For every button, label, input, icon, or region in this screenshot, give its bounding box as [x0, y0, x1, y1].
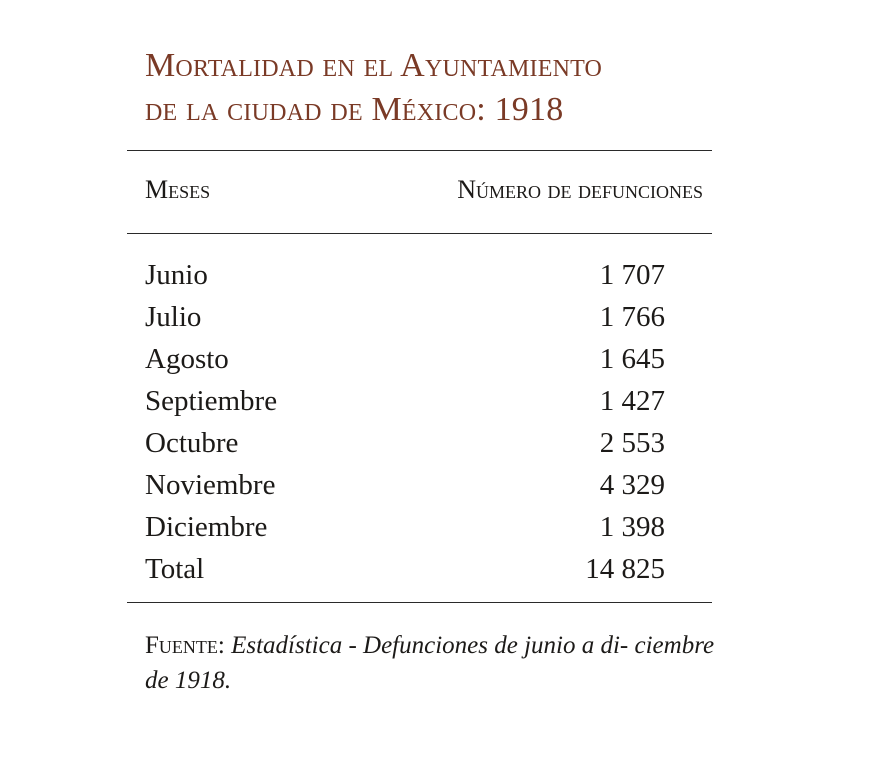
table-title [145, 44, 745, 132]
bottom-rule [127, 602, 712, 603]
title-line-1: Mortalidad en el Ayuntamiento [145, 47, 603, 84]
source-note [145, 628, 715, 698]
deaths-cell: 1 645 [599, 343, 665, 375]
table-row [145, 254, 665, 296]
column-header-deaths: Número de defunciones [457, 175, 703, 204]
table-row [145, 296, 665, 338]
data-rows [145, 254, 665, 590]
table-row [145, 506, 665, 548]
source-reference: Estadística - Defunciones de junio a di- ciembre de 1918. [145, 632, 715, 694]
deaths-cell: 1 766 [599, 301, 665, 333]
month-cell: Septiembre [145, 385, 278, 417]
total-deaths-cell: 14 825 [585, 553, 665, 585]
month-cell: Octubre [145, 427, 239, 459]
source-label: Fuente: [145, 632, 225, 659]
month-cell: Julio [145, 301, 202, 333]
month-cell: Agosto [145, 343, 229, 375]
deaths-cell: 2 553 [599, 427, 665, 459]
total-label-cell: Total [145, 553, 205, 585]
table-row [145, 422, 665, 464]
deaths-cell: 1 427 [599, 385, 665, 417]
table-row-total [145, 548, 665, 590]
title-line-2: de la ciudad de México: 1918 [145, 91, 564, 128]
table-row [145, 338, 665, 380]
month-cell: Noviembre [145, 469, 276, 501]
table-row [145, 464, 665, 506]
deaths-cell: 4 329 [599, 469, 665, 501]
month-cell: Junio [145, 259, 208, 291]
deaths-cell: 1 707 [599, 259, 665, 291]
top-rule [127, 150, 712, 151]
month-cell: Diciembre [145, 511, 268, 543]
table-row [145, 380, 665, 422]
header-rule [127, 233, 712, 234]
deaths-cell: 1 398 [599, 511, 665, 543]
column-header-months: Meses [145, 175, 211, 204]
